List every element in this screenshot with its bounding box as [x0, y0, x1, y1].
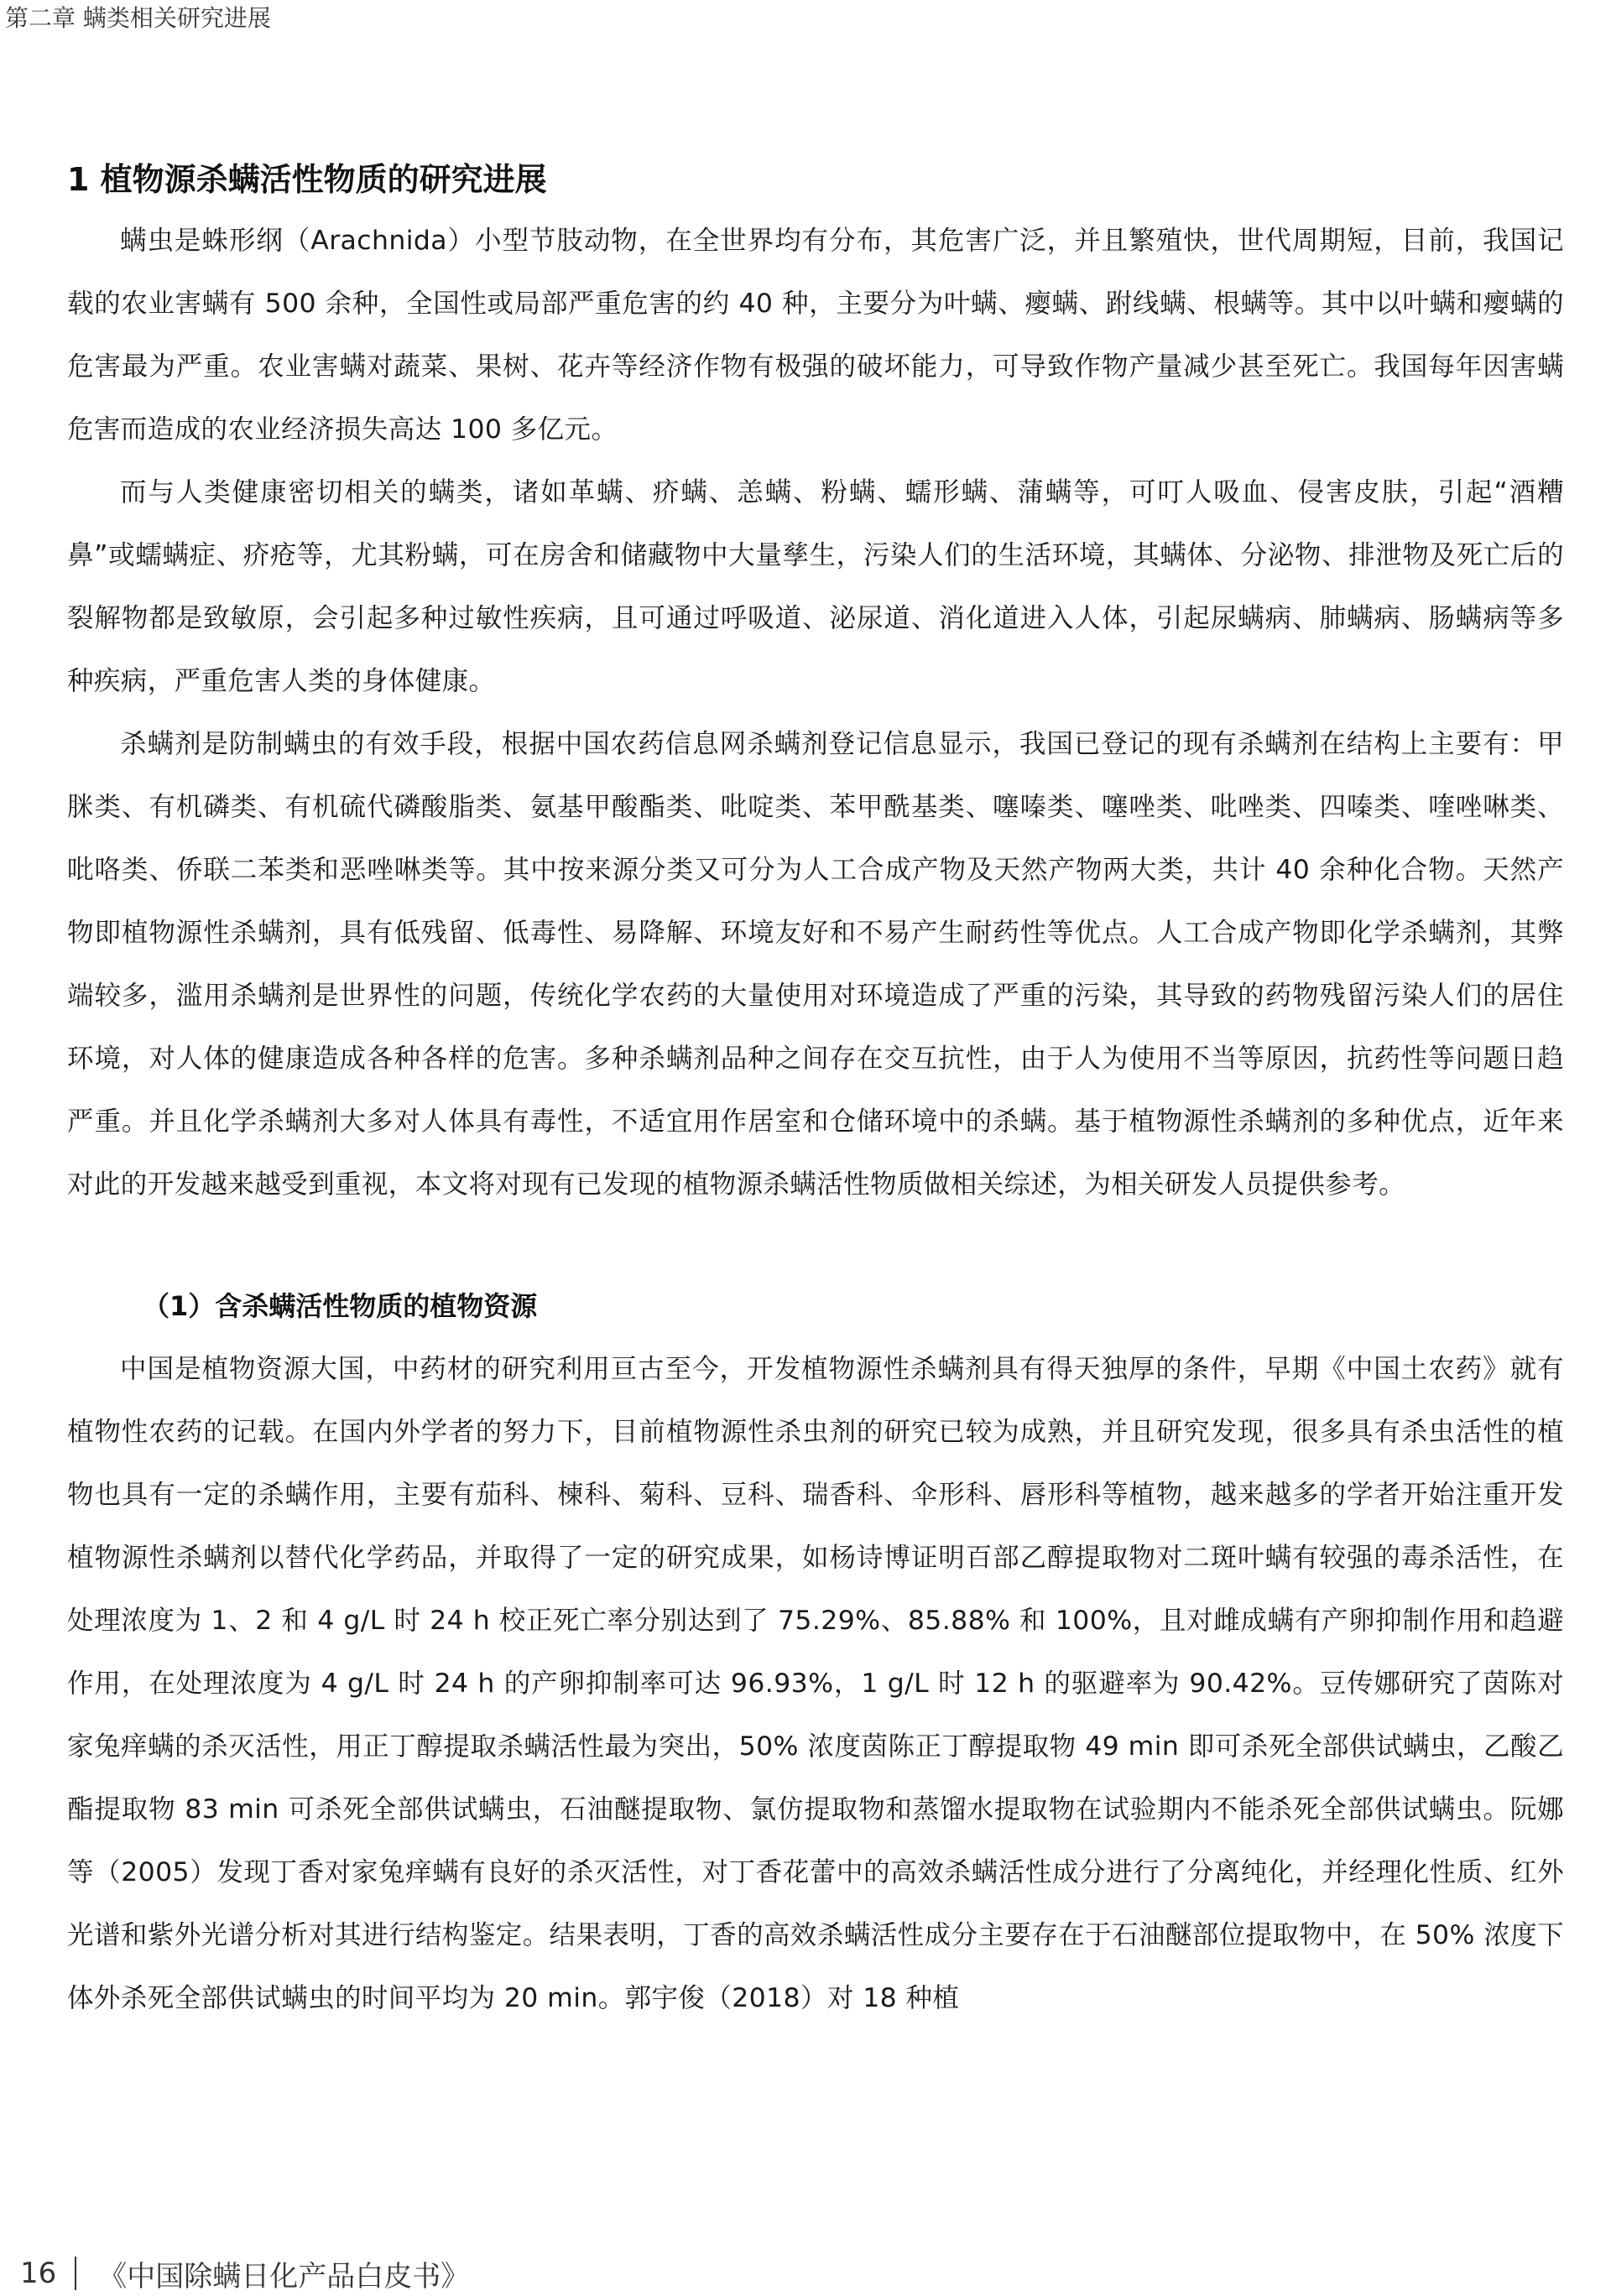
page-number: 16	[20, 2257, 57, 2290]
section-heading: 1 植物源杀螨活性物质的研究进展	[67, 161, 547, 198]
paragraph-acaricides: 杀螨剂是防制螨虫的有效手段，根据中国农药信息网杀螨剂登记信息显示，我国已登记的现有杀螨剂在结构上主要有：甲脒类、有机磷类、有机硫代磷酸脂类、氨基甲酸酯类、吡啶类、苯甲酰基类、噻嗪类、噻唑类、吡唑类、四嗪类、喹唑啉类、吡咯类、侨联二苯类和恶唑啉类等。其中按来源分类又可分为人工合成产物及天然产物两大类，共计 40 余种化合物。天然产物即植物源性杀螨剂，具有低残留、低毒性、易降解、环境友好和不易产生耐药性等优点。人工合成产物即化学杀螨剂，其弊端较多，滥用杀螨剂是世界性的问题，传统化学农药的大量使用对环境造成了严重的污染，其导致的药物残留污染人们的居住环境，对人体的健康造成各种各样的危害。多种杀螨剂品种之间存在交互抗性，由于人为使用不当等原因，抗药性等问题日趋严重。并且化学杀螨剂大多对人体具有毒性，不适宜用作居室和仓储环境中的杀螨。基于植物源性杀螨剂的多种优点，近年来对此的开发越来越受到重视，本文将对现有已发现的植物源杀螨活性物质做相关综述，为相关研发人员提供参考。	[67, 729, 1564, 1200]
page-footer	[20, 2253, 469, 2293]
paragraph-human-health-mites: 而与人类健康密切相关的螨类，诸如革螨、疥螨、恙螨、粉螨、蠕形螨、蒲螨等，可叮人吸血、侵害皮肤，引起“酒糟鼻”或蠕螨症、疥疮等，尤其粉螨，可在房舍和储藏物中大量孳生，污染人们的生活环境，其螨体、分泌物、排泄物及死亡后的裂解物都是致敏原，会引起多种过敏性疾病，且可通过呼吸道、泌尿道、消化道进入人体，引起尿螨病、肺螨病、肠螨病等多种疾病，严重危害人类的身体健康。	[67, 477, 1564, 696]
paragraph-mites-overview: 螨虫是蛛形纲（Arachnida）小型节肢动物，在全世界均有分布，其危害广泛，并且繁殖快，世代周期短，目前，我国记载的农业害螨有 500 余种，全国性或局部严重危害的约 40 种，主要分为叶螨、瘿螨、跗线螨、根螨等。其中以叶螨和瘿螨的危害最为严重。农业害螨对蔬菜、果树、花卉等经济作物有极强的破坏能力，可导致作物产量减少甚至死亡。我国每年因害螨危害而造成的农业经济损失高达 100 多亿元。	[67, 226, 1564, 445]
footer-separator	[75, 2257, 76, 2290]
page-content	[67, 154, 1564, 2030]
paragraph-plant-resources: 中国是植物资源大国，中药材的研究利用亘古至今，开发植物源性杀螨剂具有得天独厚的条件，早期《中国土农药》就有植物性农药的记载。在国内外学者的努力下，目前植物源性杀虫剂的研究已较为成熟，并且研究发现，很多具有杀虫活性的植物也具有一定的杀螨作用，主要有茄科、楝科、菊科、豆科、瑞香科、伞形科、唇形科等植物，越来越多的学者开始注重开发植物源性杀螨剂以替代化学药品，并取得了一定的研究成果，如杨诗博证明百部乙醇提取物对二斑叶螨有较强的毒杀活性，在处理浓度为 1、2 和 4 g/L 时 24 h 校正死亡率分别达到了 75.29%、85.88% 和 100%，且对雌成螨有产卵抑制作用和趋避作用，在处理浓度为 4 g/L 时 24 h 的产卵抑制率可达 96.93%，1 g/L 时 12 h 的驱避率为 90.42%。豆传娜研究了茵陈对家兔痒螨的杀灭活性，用正丁醇提取杀螨活性最为突出，50% 浓度茵陈正丁醇提取物 49 min 即可杀死全部供试螨虫，乙酸乙酯提取物 83 min 可杀死全部供试螨虫，石油醚提取物、氯仿提取物和蒸馏水提取物在试验期内不能杀死全部供试螨虫。阮娜等（2005）发现丁香对家兔痒螨有良好的杀灭活性，对丁香花蕾中的高效杀螨活性成分进行了分离纯化，并经理化性质、红外光谱和紫外光谱分析对其进行结构鉴定。结果表明，丁香的高效杀螨活性成分主要存在于石油醚部位提取物中，在 50% 浓度下体外杀死全部供试螨虫的时间平均为 20 min。郭宇俊（2018）对 18 种植	[67, 1354, 1564, 2013]
subsection-heading: （1）含杀螨活性物质的植物资源	[143, 1290, 538, 1322]
book-title: 《中国除螨日化产品白皮书》	[98, 2259, 470, 2293]
running-header: 第二章 螨类相关研究进展	[5, 4, 271, 32]
